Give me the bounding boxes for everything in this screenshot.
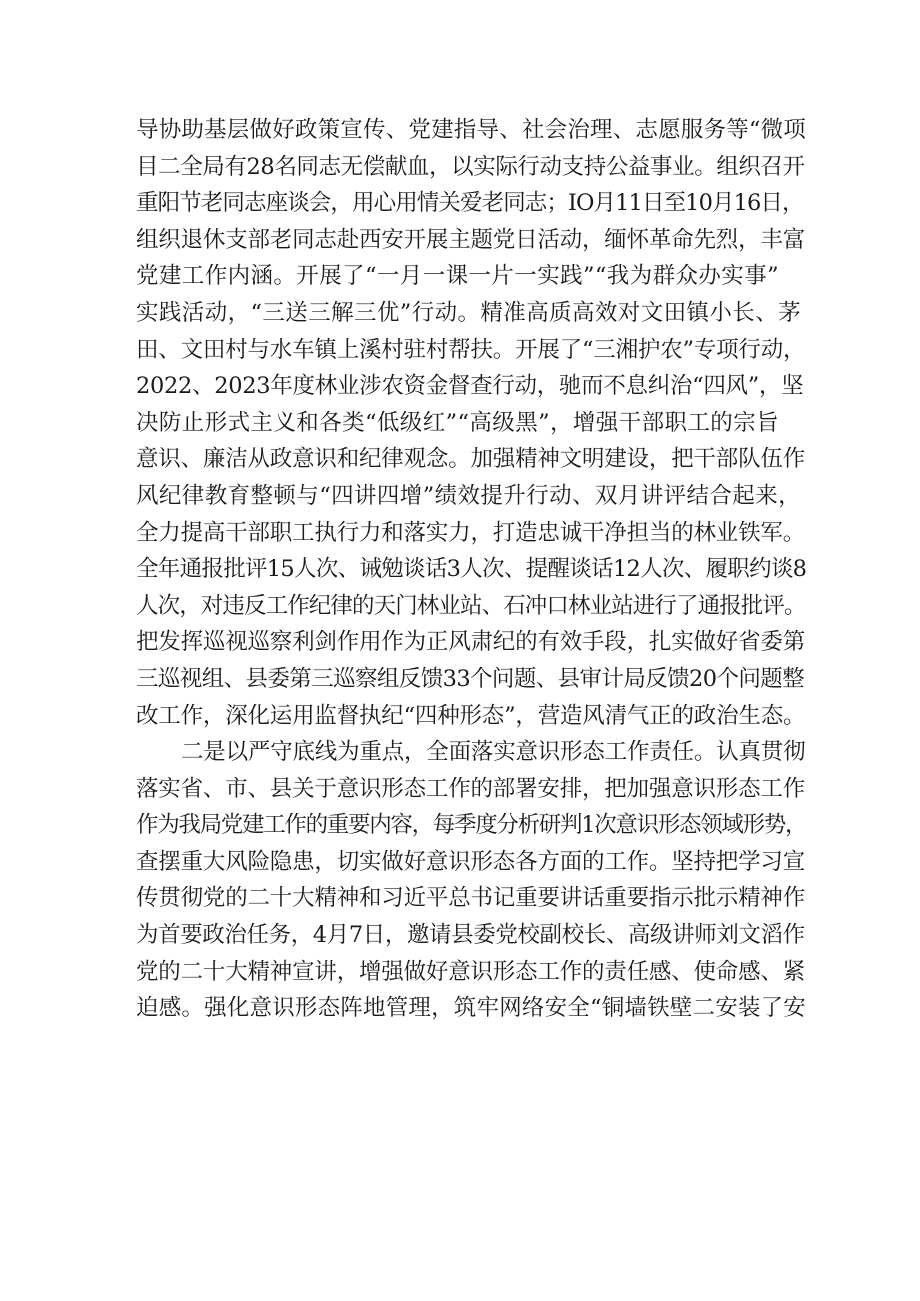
text-line: 迫感。强化意识形态阵地管理，筑牢网络安全“铜墙铁壁二安装了安 (136, 995, 807, 1022)
text-line: 为首要政治任务，4月7日，邀请县委党校副校长、高级讲师刘文滔作 (136, 922, 805, 949)
text-line: 实践活动，“三送三解三优”行动。精准高质高效对文田镇小长、茅 (136, 299, 802, 326)
text-line: 决防止形式主义和各类“低级红”“高级黑”，增强干部职工的宗旨 (136, 409, 780, 436)
text-line: 改工作，深化运用监督执纪“四种形态”，营造风清气正的政治生态。 (136, 702, 806, 729)
text-line: 把发挥巡视巡察利剑作用作为正风肃纪的有效手段，扎实做好省委第 (136, 629, 806, 656)
text-line: 2022、2023年度林业涉农资金督查行动，驰而不息纠治“四风”，坚 (136, 373, 804, 400)
body-text (136, 112, 806, 1027)
text-line: 查摆重大风险隐患，切实做好意识形态各方面的工作。坚持把学习宣 (136, 848, 806, 875)
paragraph-start-line: 二是以严守底线为重点，全面落实意识形态工作责任。认真贯彻 (181, 739, 806, 766)
text-line: 组织退休支部老同志赴西安开展主题党日活动，缅怀革命先烈，丰富 (136, 226, 806, 253)
text-line: 导协助基层做好政策宣传、党建指导、社会治理、志愿服务等“微项 (136, 117, 807, 143)
text-line: 全年通报批评15人次、诫勉谈话3人次、提醒谈话12人次、履职约谈8 (136, 556, 807, 583)
text-line: 党建工作内涵。开展了“一月一课一片一实践”“我为群众办实事” (136, 263, 780, 290)
text-line: 党的二十大精神宣讲，增强做好意识形态工作的责任感、使命感、紧 (136, 958, 806, 985)
text-line: 传贯彻党的二十大精神和习近平总书记重要讲话重要指示批示精神作 (136, 885, 806, 912)
text-line: 风纪律教育整顿与“四讲四增”绩效提升行动、双月讲评结合起来， (136, 482, 802, 509)
text-line: 全力提高干部职工执行力和落实力，打造忠诚干净担当的林业铁军。 (136, 519, 806, 546)
text-line: 作为我局党建工作的重要内容，每季度分析研判1次意识形态领域形势， (136, 812, 807, 839)
text-line: 田、文田村与水车镇上溪村驻村帮扶。开展了“三湘护农”专项行动， (136, 336, 806, 363)
text-line: 意识、廉洁从政意识和纪律观念。加强精神文明建设，把干部队伍作 (136, 446, 806, 473)
text-line: 人次，对违反工作纪律的天门林业站、石冲口林业站进行了通报批评。 (136, 592, 806, 619)
text-line: 目二全局有28名同志无偿献血，以实际行动支持公益事业。组织召开 (136, 153, 805, 180)
text-line: 三巡视组、县委第三巡察组反馈33个问题、县审计局反馈20个问题整 (136, 665, 805, 692)
text-line: 落实省、市、县关于意识形态工作的部署安排，把加强意识形态工作 (136, 775, 806, 802)
text-line: 重阳节老同志座谈会，用心用情关爱老同志；IO月11日至10月16日， (136, 190, 804, 217)
